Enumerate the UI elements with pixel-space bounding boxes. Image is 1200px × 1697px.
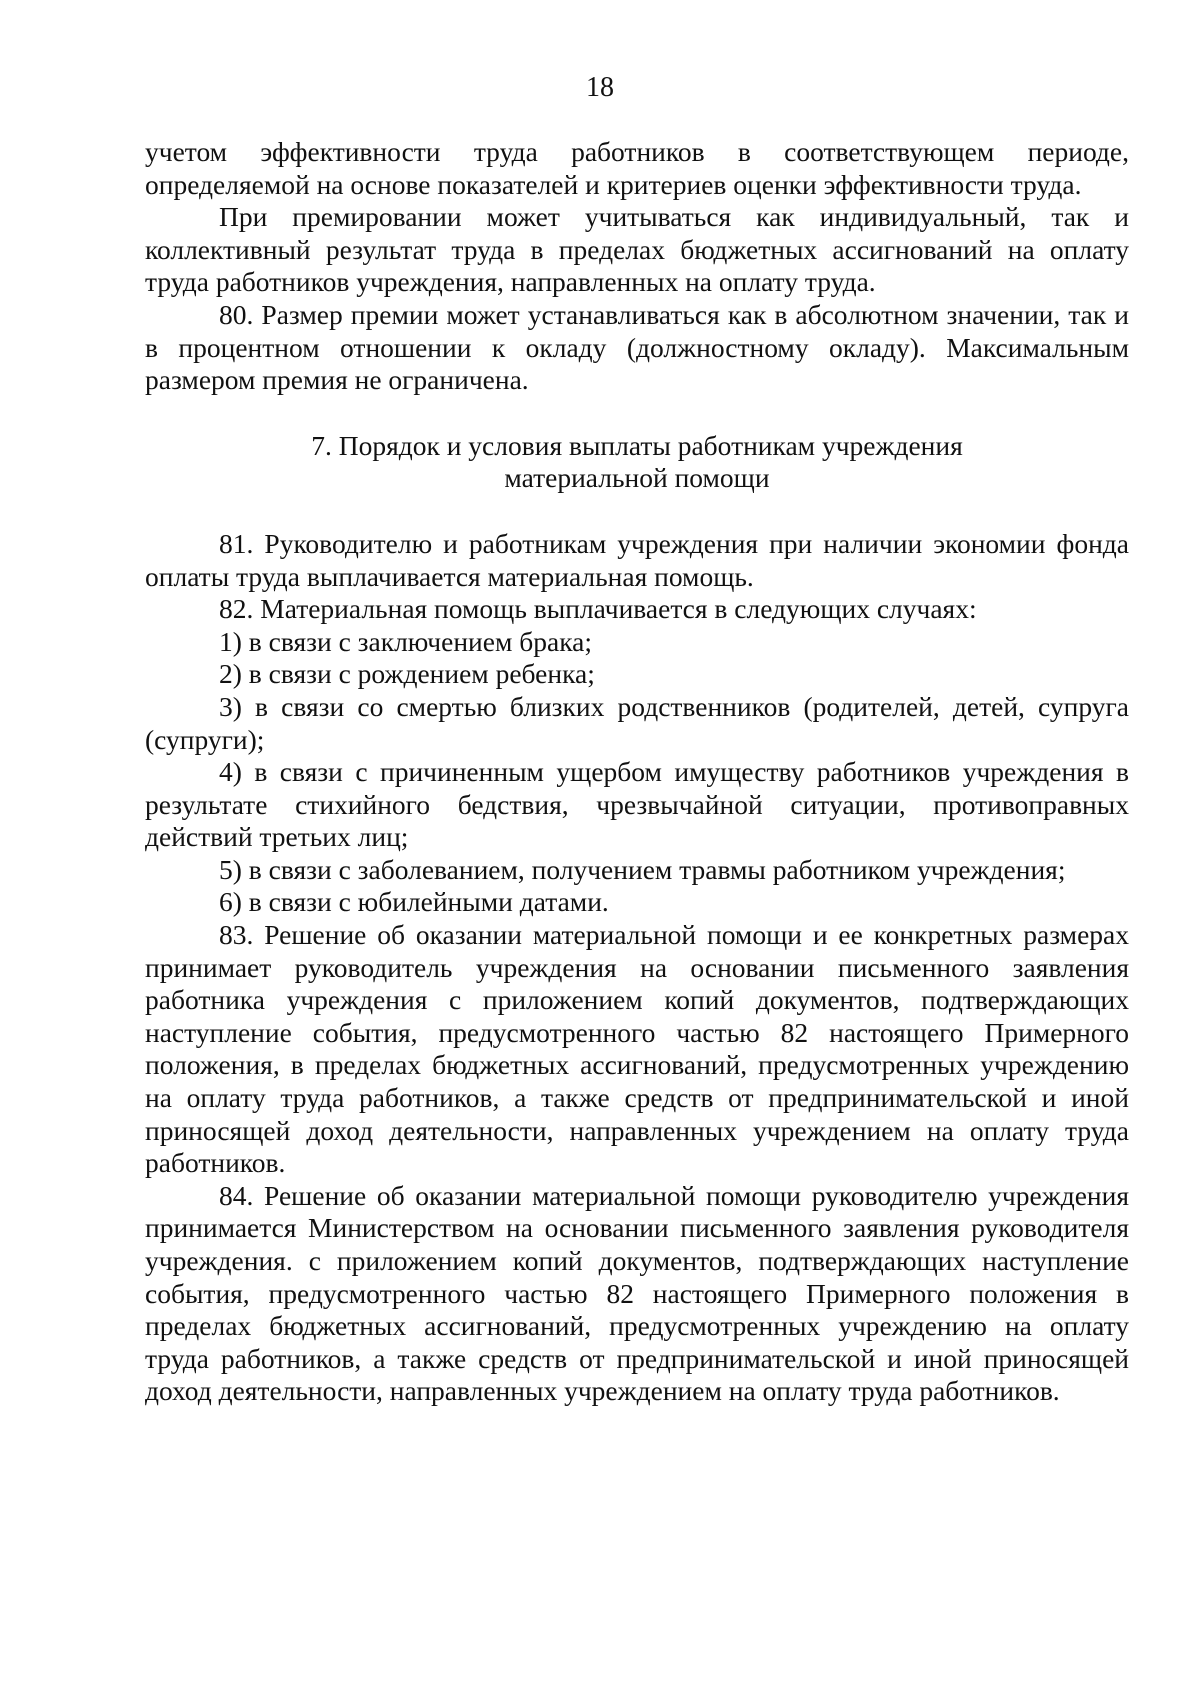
paragraph-84: 84. Решение об оказании материальной помощи руководителю учреждения принимается Министерством на основании письменного заявления руководителя учреждения. с приложением копий документов, подтверждающих наступление события, предусмотренного частью 82 настоящего Примерного положения в пределах бюджетных ассигнований, предусмотренных учреждению на оплату труда работников, а также средств от предпринимательской и иной приносящей доход деятельности, направленных учреждением на оплату труда работников. xyxy=(145,1179,1129,1407)
paragraph-80: 80. Размер премии может устанавливаться как в абсолютном значении, так и в процентном отношении к окладу (должностному окладу). Максимальным размером премия не ограничена. xyxy=(145,298,1129,396)
list-item-5: 5) в связи с заболеванием, получением травмы работником учреждения; xyxy=(219,853,1066,885)
paragraph-continuation: учетом эффективности труда работников в соответствующем периоде, определяемой на основе показателей и критериев оценки эффективности труда. xyxy=(145,136,1129,200)
list-item-1: 1) в связи с заключением брака; xyxy=(219,625,592,657)
section-heading-line-1: 7. Порядок и условия выплаты работникам учреждения xyxy=(311,429,963,461)
section-heading xyxy=(145,430,1129,495)
paragraph-82: 82. Материальная помощь выплачивается в следующих случаях: xyxy=(219,593,977,625)
document-body xyxy=(145,136,1129,1408)
list-item-3: 3) в связи со смертью близких родственников (родителей, детей, супруга (супруги); xyxy=(145,690,1129,755)
paragraph-83: 83. Решение об оказании материальной помощи и ее конкретных размерах принимает руководитель учреждения на основании письменного заявления работника учреждения с приложением копий документов, подтверждающих наступление события, предусмотренного частью 82 настоящего Примерного положения, в пределах бюджетных ассигнований, предусмотренных учреждению на оплату труда работников, а также средств от предпринимательской и иной приносящей доход деятельности, направленных учреждением на оплату труда работников. xyxy=(145,919,1129,1179)
list-item-6: 6) в связи с юбилейными датами. xyxy=(219,886,609,918)
paragraph-bonus-collective: При премировании может учитываться как индивидуальный, так и коллективный результат труда в пределах бюджетных ассигнований на оплату труда работников учреждения, направленных на оплату труда. xyxy=(145,201,1129,298)
section-heading-line-2: материальной помощи xyxy=(504,462,770,494)
page-number: 18 xyxy=(586,72,614,103)
list-item-4: 4) в связи с причиненным ущербом имуществу работников учреждения в результате стихийного бедствия, чрезвычайной ситуации, противоправных действий третьих лиц; xyxy=(145,756,1129,853)
paragraph-81: 81. Руководителю и работникам учреждения при наличии экономии фонда оплаты труда выплачивается материальная помощь. xyxy=(145,527,1129,592)
list-item-2: 2) в связи с рождением ребенка; xyxy=(219,658,595,690)
